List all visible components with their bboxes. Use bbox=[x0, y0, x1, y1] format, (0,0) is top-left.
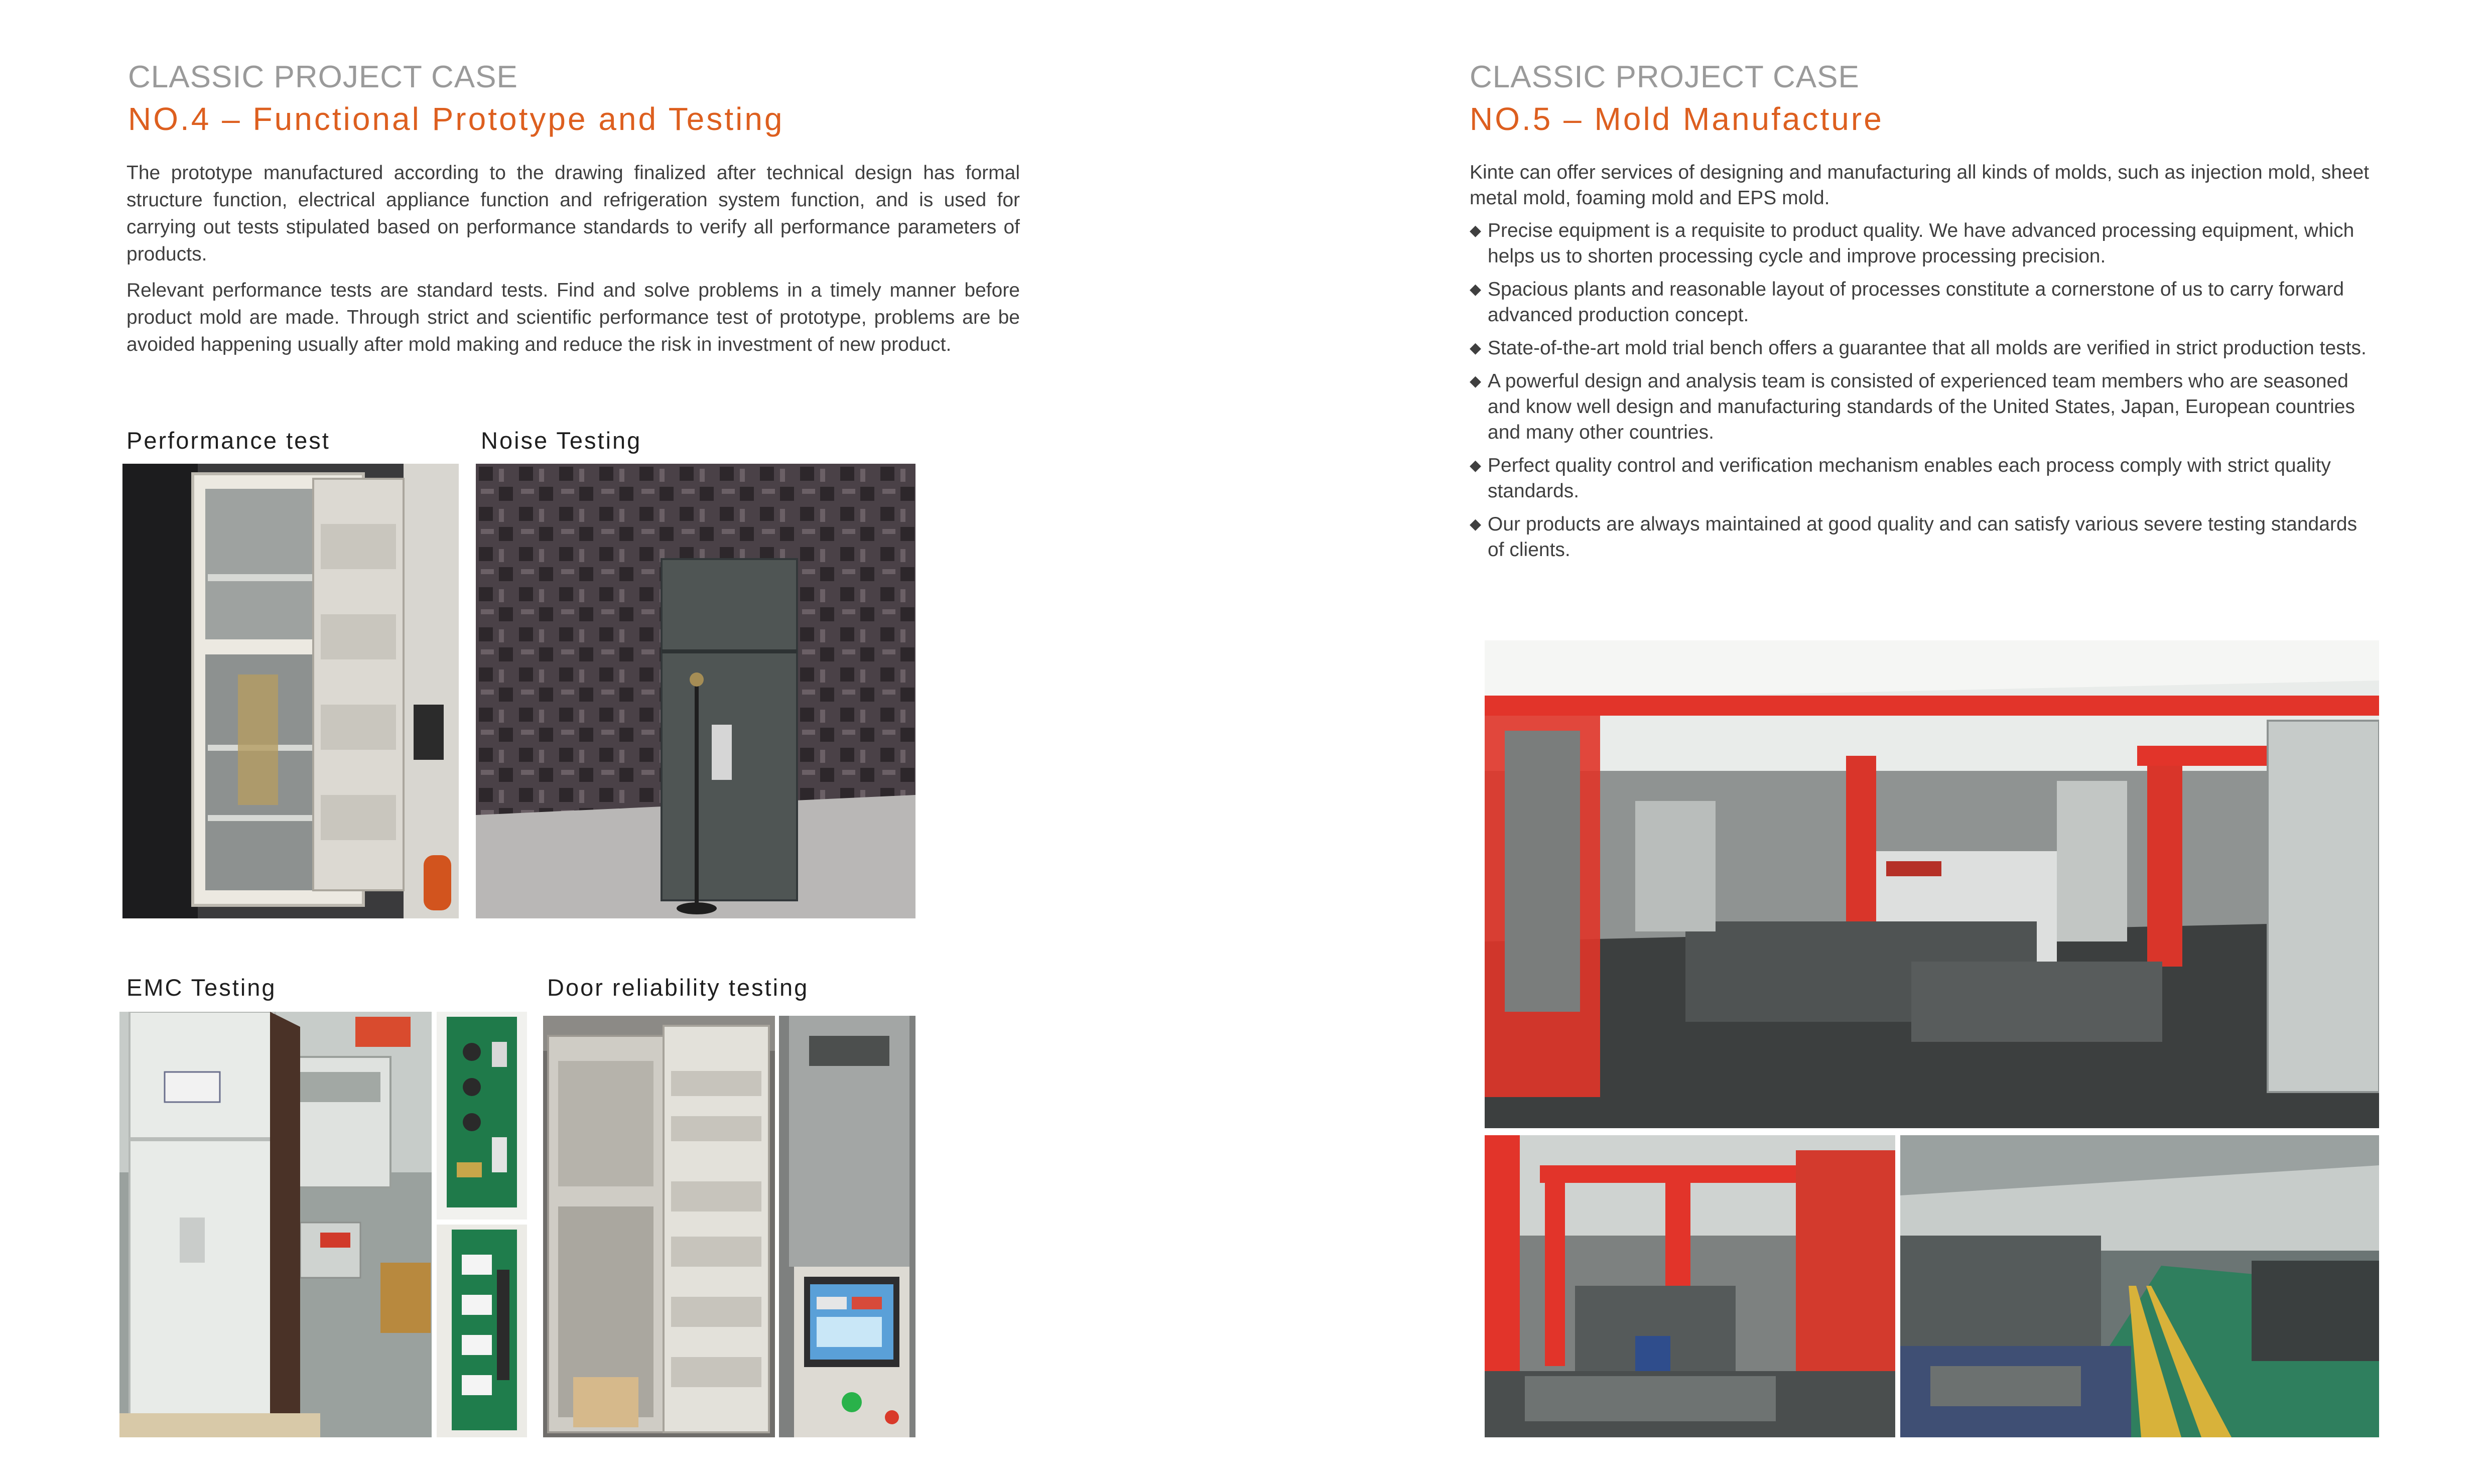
diamond-bullet-icon: ◆ bbox=[1470, 373, 1482, 389]
list-item: ◆ Perfect quality control and verification mechanism enables each process comply with strict quality standards. bbox=[1470, 453, 2373, 504]
left-paragraph-2: Relevant performance tests are standard tests. Find and solve problems in a timely manner before product mold are made. Through strict and scientific performance test of prototype, problems are be avoided happening usually after mold making and reduce the risk in investment of new product. bbox=[126, 280, 1020, 355]
caption-emc-testing: EMC Testing bbox=[126, 974, 277, 1001]
diamond-bullet-icon: ◆ bbox=[1470, 516, 1482, 532]
door-reliability-photo bbox=[543, 1016, 775, 1437]
left-section-title: NO.4 – Functional Prototype and Testing bbox=[128, 101, 784, 137]
mold-workshop-right-photo bbox=[1900, 1135, 2379, 1437]
left-section-kicker: CLASSIC PROJECT CASE bbox=[128, 60, 518, 94]
noise-testing-photo bbox=[476, 464, 915, 918]
diamond-bullet-icon: ◆ bbox=[1470, 281, 1482, 298]
mold-workshop-left-photo bbox=[1485, 1135, 1895, 1437]
caption-performance-test: Performance test bbox=[126, 427, 330, 454]
list-item: ◆ A powerful design and analysis team is consisted of experienced team members who are seasoned and know well design and manufacturing standards of the United States, Japan, European countries and many other countries. bbox=[1470, 368, 2373, 445]
door-tester-machine-photo bbox=[779, 1016, 915, 1437]
right-body-text bbox=[1470, 160, 2373, 570]
right-intro-paragraph: Kinte can offer services of designing and manufacturing all kinds of molds, such as injection mold, sheet metal mold, foaming mold and EPS mold. bbox=[1470, 162, 2370, 209]
emc-circuit-board-bottom-photo bbox=[437, 1225, 527, 1437]
performance-test-photo bbox=[122, 464, 459, 918]
list-item: ◆ Spacious plants and reasonable layout of processes constitute a cornerstone of us to carry forward advanced production concept. bbox=[1470, 277, 2373, 328]
right-section-title: NO.5 – Mold Manufacture bbox=[1470, 101, 1884, 137]
caption-door-reliability-testing: Door reliability testing bbox=[547, 974, 809, 1001]
list-item: ◆ Our products are always maintained at good quality and can satisfy various severe testing standards of clients. bbox=[1470, 511, 2373, 563]
list-item: ◆ State-of-the-art mold trial bench offers a guarantee that all molds are verified in strict production tests. bbox=[1470, 335, 2373, 361]
emc-circuit-board-top-photo bbox=[437, 1012, 527, 1220]
caption-noise-testing: Noise Testing bbox=[481, 427, 642, 454]
left-body-text bbox=[126, 160, 1020, 358]
emc-testing-photo bbox=[119, 1012, 432, 1437]
diamond-bullet-icon: ◆ bbox=[1470, 457, 1482, 474]
diamond-bullet-icon: ◆ bbox=[1470, 222, 1482, 239]
left-paragraph-1: The prototype manufactured according to the drawing finalized after technical design has formal structure function, electrical appliance function and refrigeration system function, and is used for carrying out tests stipulated based on performance standards to verify all performance parameters of products. bbox=[126, 162, 1020, 265]
mold-factory-overview-photo bbox=[1485, 640, 2379, 1128]
diamond-bullet-icon: ◆ bbox=[1470, 340, 1482, 356]
list-item: ◆ Precise equipment is a requisite to product quality. We have advanced processing equipment, which helps us to shorten processing cycle and improve processing precision. bbox=[1470, 218, 2373, 269]
feature-bullet-list bbox=[1470, 218, 2373, 563]
right-section-kicker: CLASSIC PROJECT CASE bbox=[1470, 60, 1860, 94]
